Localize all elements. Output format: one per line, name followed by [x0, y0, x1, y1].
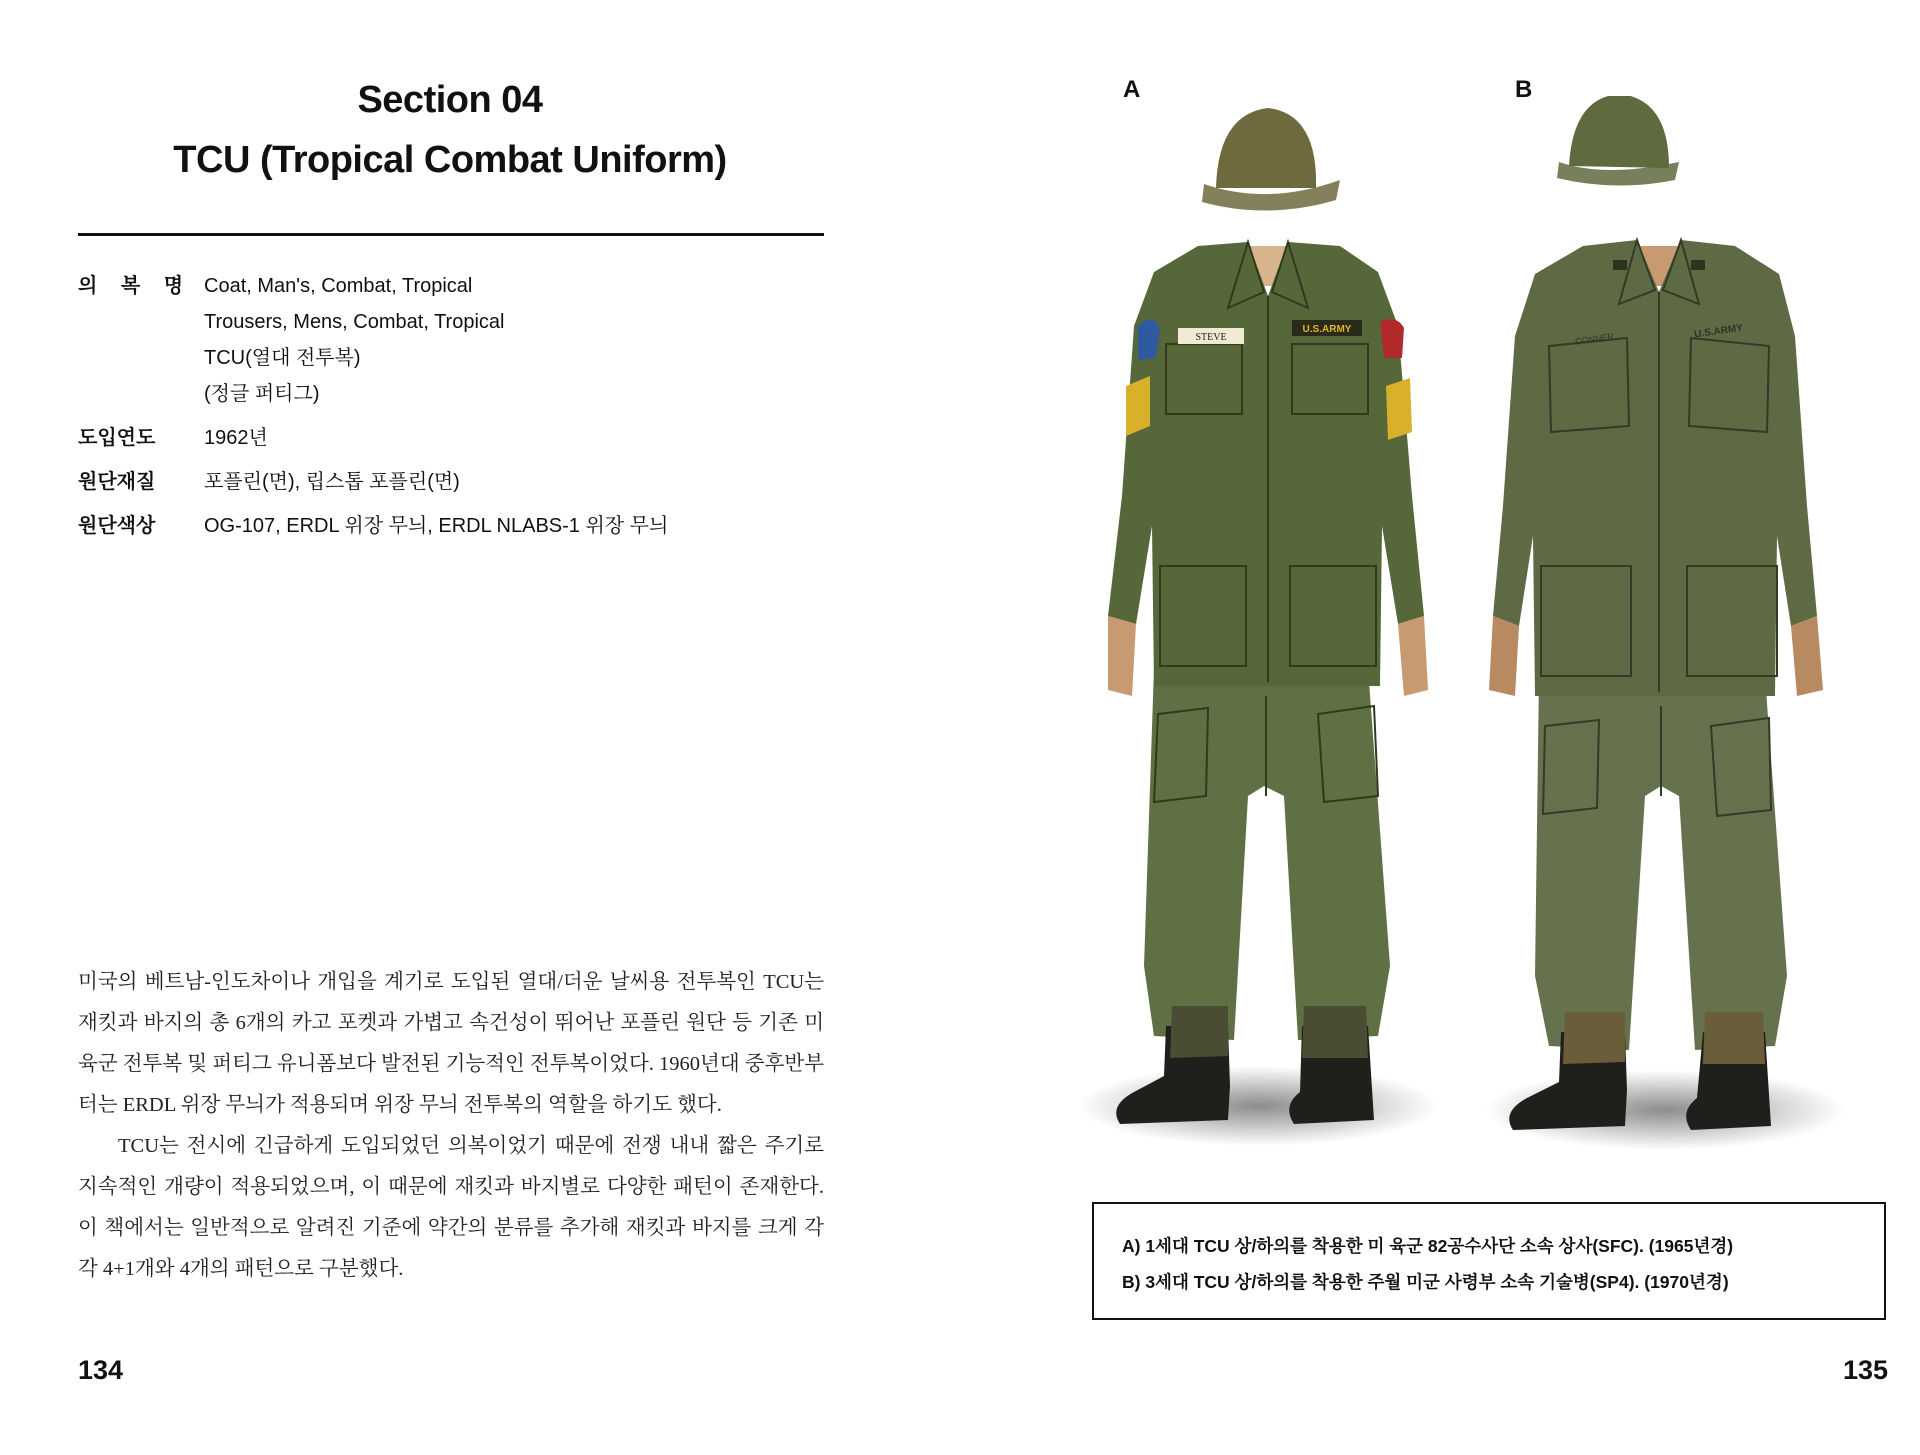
collar-rank-left — [1613, 260, 1627, 270]
info-key-material: 원단재질 — [78, 471, 156, 493]
page-number: 135 — [1842, 1355, 1888, 1385]
name-tape-text: CONNER — [1574, 331, 1615, 347]
info-row-material — [78, 464, 818, 500]
info-table — [78, 268, 818, 552]
paragraph: TCU는 전시에 긴급하게 도입되었던 의복이었기 때문에 전쟁 내내 짧은 주기로 지속적인 개량이 적용되었으며, 이 때문에 재킷과 바지별로 다양한 패턴이 존재한다. 이 책에서는 일반적으로 알려진 기준에 약간의 분류를 추가해 재킷과 바지를 크게 각각 4+1개와 4개의 패턴으로 구분했다. — [78, 1135, 824, 1280]
collar-rank-right — [1691, 260, 1705, 270]
material-value: 포플린(면), 립스톱 포플린(면) — [204, 471, 460, 493]
branch-tape-text: U.S.ARMY — [1302, 324, 1352, 335]
name-tape-text: STEVE — [1195, 332, 1227, 343]
unit-patch-82nd — [1380, 319, 1404, 358]
trousers — [1535, 676, 1787, 1050]
jacket — [1489, 240, 1823, 696]
patrol-cap — [1557, 96, 1679, 186]
section-heading: Section 04 — [357, 79, 543, 121]
info-row-color — [78, 508, 818, 544]
rank-chevron-left — [1126, 376, 1150, 436]
uniform-title: TCU (Tropical Combat Uniform) — [173, 139, 727, 181]
trousers — [1144, 668, 1390, 1040]
figure-b-label: B — [1515, 76, 1533, 103]
name-value: TCU(열대 전투복) — [204, 347, 361, 369]
caption-line-b: B) 3세대 TCU 상/하의를 착용한 주월 미군 사령부 소속 기술병(SP4). (1970년경) — [1122, 1272, 1729, 1292]
caption-box — [1092, 1202, 1886, 1320]
year-value: 1962년 — [204, 427, 268, 449]
branch-tape-text: U.S.ARMY — [1693, 322, 1744, 341]
color-value: OG-107, ERDL 위장 무늬, ERDL NLABS-1 위장 무늬 — [204, 515, 669, 537]
name-value: Coat, Man's, Combat, Tropical — [204, 275, 473, 297]
info-key-name: 의 복 명 — [78, 275, 193, 297]
info-row-year — [78, 420, 818, 456]
uniform-figure-b — [1465, 96, 1845, 1196]
page-number: 134 — [78, 1355, 124, 1385]
title-divider — [78, 233, 824, 236]
patrol-cap — [1202, 108, 1340, 211]
info-key-year: 도입연도 — [78, 427, 156, 449]
caption-line-a: A) 1세대 TCU 상/하의를 착용한 미 육군 82공수사단 소속 상사(SFC). (1965년경) — [1122, 1236, 1734, 1256]
name-value: (정글 퍼티그) — [204, 383, 320, 405]
uniform-figure-a — [1078, 96, 1458, 1196]
right-page — [960, 0, 1920, 1455]
paragraph: 미국의 베트남-인도차이나 개입을 계기로 도입된 열대/더운 날씨용 전투복인 TCU는 재킷과 바지의 총 6개의 카고 포켓과 가볍고 속건성이 뛰어난 포플린 원단 등 기존 미 육군 전투복 및 퍼티그 유니폼보다 발전된 기능적인 전투복이었다. 1960년대 중후반부터는 ERDL 위장 무늬가 적용되며 위장 무늬 전투복의 역할을 하기도 했다. — [78, 971, 824, 1116]
info-row-name — [78, 268, 818, 412]
body-text — [78, 962, 824, 1290]
figure-a-label: A — [1123, 76, 1141, 103]
section-title — [80, 70, 820, 190]
jacket — [1108, 242, 1428, 696]
rank-chevron-right — [1386, 378, 1412, 440]
info-key-color: 원단색상 — [78, 515, 156, 537]
name-value: Trousers, Mens, Combat, Tropical — [204, 311, 505, 333]
info-values-name — [204, 268, 504, 412]
